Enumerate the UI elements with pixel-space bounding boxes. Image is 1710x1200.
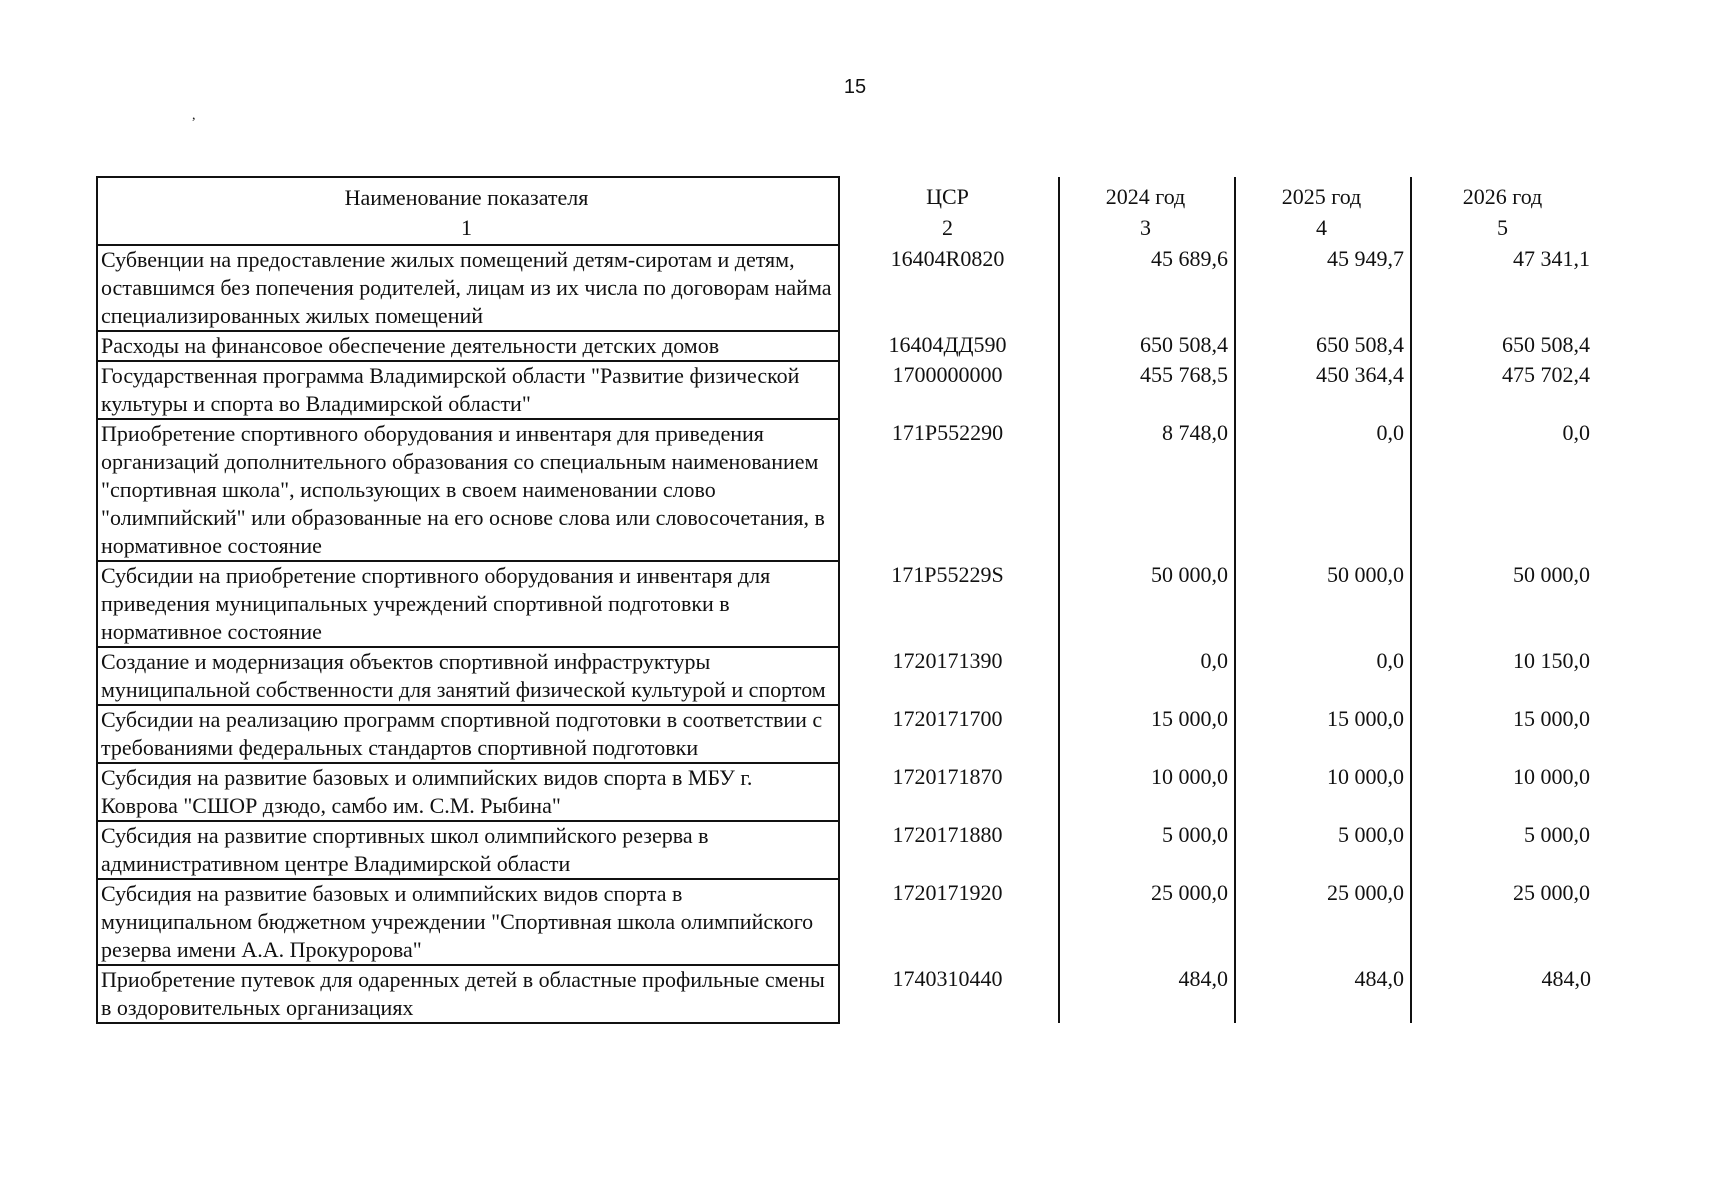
row-2025-value: 0,0 <box>1235 419 1411 561</box>
row-2026-value: 0,0 <box>1562 420 1590 445</box>
header-2024: 2024 год <box>1059 177 1235 214</box>
row-name-cell: Субсидии на приобретение спортивного оборудования и инвентаря для приведения муниципальных учреждений спортивной подготовки в нормативное состояние <box>97 561 839 647</box>
row-csr-cell: 1720171880 <box>839 821 1059 879</box>
row-csr-cell: 1720171920 <box>839 879 1059 965</box>
row-2025-value: 25 000,0 <box>1235 879 1411 965</box>
row-2025-value: 650 508,4 <box>1235 331 1411 361</box>
row-2026-value: 484,0 <box>1541 966 1591 991</box>
header-2025: 2025 год <box>1235 177 1411 214</box>
row-name-cell: Расходы на финансовое обеспечение деятельности детских домов <box>97 331 839 361</box>
row-2026-value: 47 341,1 <box>1513 246 1590 271</box>
row-2024-value: 484,0 <box>1059 965 1235 1023</box>
table-row <box>97 245 1597 331</box>
row-2024-value: 650 508,4 <box>1059 331 1235 361</box>
row-name-cell: Субсидия на развитие спортивных школ олимпийского резерва в административном центре Владимирской области <box>97 821 839 879</box>
table-row <box>97 763 1597 821</box>
row-name-cell: Субсидии на реализацию программ спортивной подготовки в соответствии с требованиями федеральных стандартов спортивной подготовки <box>97 705 839 763</box>
row-name-cell: Приобретение спортивного оборудования и инвентаря для приведения организаций дополнительного образования со специальным наименованием "спортивная школа", использующих в своем наименовании слово "олимпийский" или образованные на его основе слова или словосочетания, в нормативное состояние <box>97 419 839 561</box>
row-2026-value: 10 000,0 <box>1513 764 1590 789</box>
row-csr-cell: 1720171700 <box>839 705 1059 763</box>
row-csr-cell: 16404R0820 <box>839 245 1059 331</box>
row-2024-value: 15 000,0 <box>1059 705 1235 763</box>
table-row <box>97 331 1597 361</box>
row-2024-value: 0,0 <box>1059 647 1235 705</box>
row-2024-value: 25 000,0 <box>1059 879 1235 965</box>
row-2026-value: 50 000,0 <box>1513 562 1590 587</box>
table-row <box>97 561 1597 647</box>
row-2024-value: 455 768,5 <box>1059 361 1235 419</box>
row-name-cell: Субвенции на предоставление жилых помещений детям-сиротам и детям, оставшимся без попечения родителей, лицам из их числа по договорам найма специализированных жилых помещений <box>97 245 839 331</box>
row-2026-value: 475 702,4 <box>1502 362 1590 387</box>
table-header-row <box>97 177 1597 214</box>
row-csr-cell: 16404ДД590 <box>839 331 1059 361</box>
column-number-4: 4 <box>1235 214 1411 245</box>
row-name-cell: Государственная программа Владимирской области "Развитие физической культуры и спорта во Владимирской области" <box>97 361 839 419</box>
budget-table-sheet <box>96 176 1596 1024</box>
column-number-row <box>97 214 1597 245</box>
table-row <box>97 821 1597 879</box>
row-csr-cell: 1720171870 <box>839 763 1059 821</box>
row-2025-value: 45 949,7 <box>1235 245 1411 331</box>
table-row <box>97 965 1597 1023</box>
header-name: Наименование показателя <box>97 177 839 214</box>
row-2026-value: 25 000,0 <box>1513 880 1590 905</box>
table-row <box>97 361 1597 419</box>
row-2026-value: 5 000,0 <box>1524 822 1590 847</box>
row-2025-value: 484,0 <box>1235 965 1411 1023</box>
row-2025-value: 10 000,0 <box>1235 763 1411 821</box>
row-2025-value: 0,0 <box>1235 647 1411 705</box>
row-2024-value: 10 000,0 <box>1059 763 1235 821</box>
column-number-3: 3 <box>1059 214 1235 245</box>
row-2024-value: 50 000,0 <box>1059 561 1235 647</box>
row-2024-value: 45 689,6 <box>1059 245 1235 331</box>
table-row <box>97 647 1597 705</box>
row-name-cell: Субсидия на развитие базовых и олимпийских видов спорта в МБУ г. Коврова "СШОР дзюдо, самбо им. С.М. Рыбина" <box>97 763 839 821</box>
row-name-cell: Создание и модернизация объектов спортивной инфраструктуры муниципальной собственности для занятий физической культурой и спортом <box>97 647 839 705</box>
budget-table <box>96 176 1598 1024</box>
row-csr-cell: 1740310440 <box>839 965 1059 1023</box>
row-name-cell: Приобретение путевок для одаренных детей в областные профильные смены в оздоровительных организациях <box>97 965 839 1023</box>
row-2024-value: 5 000,0 <box>1059 821 1235 879</box>
row-2026-value: 10 150,0 <box>1513 648 1590 673</box>
row-csr-cell: 1700000000 <box>839 361 1059 419</box>
page-number: 15 <box>843 76 867 98</box>
header-csr: ЦСР <box>839 177 1059 214</box>
row-csr-cell: 171P552290 <box>839 419 1059 561</box>
row-2026-value: 650 508,4 <box>1502 332 1590 357</box>
header-2026: 2026 год <box>1462 184 1543 209</box>
table-row <box>97 419 1597 561</box>
row-2024-value: 8 748,0 <box>1059 419 1235 561</box>
row-2025-value: 5 000,0 <box>1235 821 1411 879</box>
row-csr-cell: 171P55229S <box>839 561 1059 647</box>
row-2025-value: 15 000,0 <box>1235 705 1411 763</box>
table-row <box>97 705 1597 763</box>
row-2025-value: 50 000,0 <box>1235 561 1411 647</box>
column-number-5: 5 <box>1497 215 1508 240</box>
row-2025-value: 450 364,4 <box>1235 361 1411 419</box>
table-row <box>97 879 1597 965</box>
column-number-2: 2 <box>839 214 1059 245</box>
row-2026-value: 15 000,0 <box>1513 706 1590 731</box>
column-number-1: 1 <box>97 214 839 245</box>
row-name-cell: Субсидия на развитие базовых и олимпийских видов спорта в муниципальном бюджетном учреждении "Спортивная школа олимпийского резерва имени А.А. Прокуророва" <box>97 879 839 965</box>
scan-speck: , <box>192 108 196 123</box>
row-csr-cell: 1720171390 <box>839 647 1059 705</box>
